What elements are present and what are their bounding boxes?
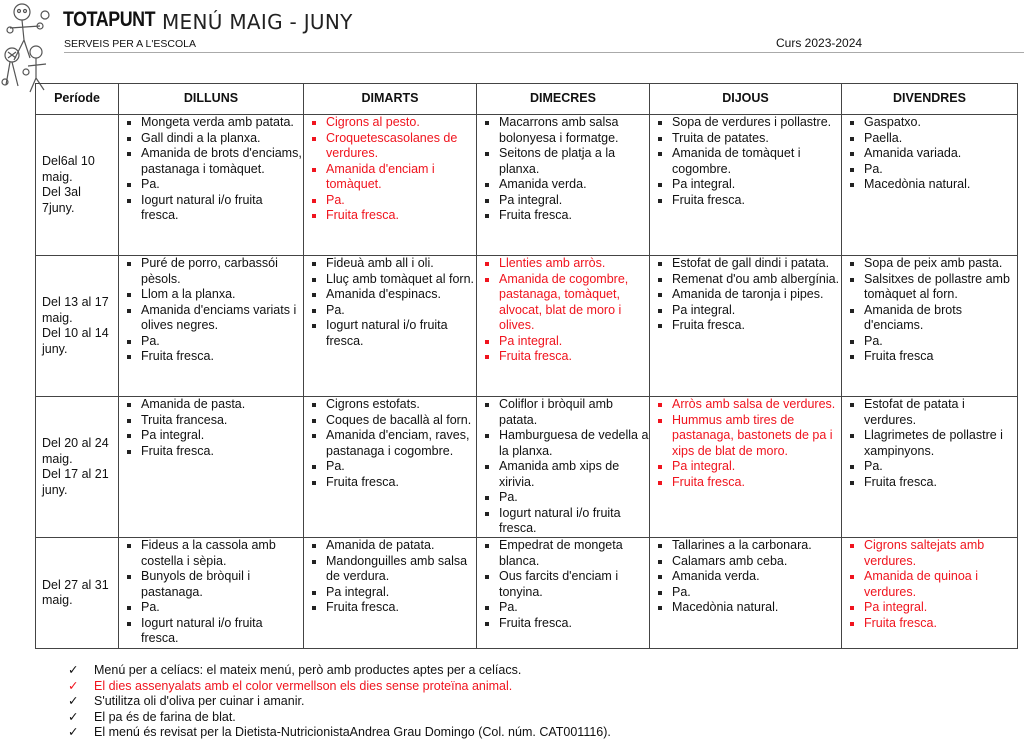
dish-item: Truita francesa. xyxy=(141,413,303,429)
dish-item: Amanida d'enciam i tomàquet. xyxy=(326,162,476,193)
school-year: Curs 2023-2024 xyxy=(776,36,863,50)
dish-item: Fruita fresca. xyxy=(672,318,841,334)
dish-item: Pa integral. xyxy=(864,600,1017,616)
dish-item: Pa. xyxy=(141,177,303,193)
dish-list xyxy=(477,115,649,224)
dish-list xyxy=(842,256,1017,365)
column-header-thursday: DIJOUS xyxy=(650,84,842,115)
dish-item: Llenties amb arròs. xyxy=(499,256,649,272)
dish-item: Seitons de platja a la planxa. xyxy=(499,146,649,177)
menu-cell-friday xyxy=(842,256,1018,397)
dish-list xyxy=(842,538,1017,631)
dish-item: Mongeta verda amb patata. xyxy=(141,115,303,131)
dish-item: Cigrons saltejats amb verdures. xyxy=(864,538,1017,569)
dish-item: Pa. xyxy=(141,334,303,350)
dish-item: Pa integral. xyxy=(499,193,649,209)
dish-item: Fruita fresca. xyxy=(499,349,649,365)
dish-item: Amanida de taronja i pipes. xyxy=(672,287,841,303)
subtitle: SERVEIS PER A L'ESCOLA xyxy=(64,38,196,50)
menu-cell-thursday xyxy=(650,538,842,649)
dish-item: Amanida verda. xyxy=(672,569,841,585)
dish-item: Lluç amb tomàquet al forn. xyxy=(326,271,474,286)
dish-item: Amanida de brots d'enciams. xyxy=(864,303,1017,334)
dish-item: Fideus a la cassola amb costella i sèpia. xyxy=(141,538,303,569)
dish-item: Amanida de tomàquet i cogombre. xyxy=(672,146,841,177)
dish-item: Amanida amb xips de xirivia. xyxy=(499,459,649,490)
dish-item: Hamburguesa de vedella a la planxa. xyxy=(499,428,649,458)
dish-item: Salsitxes de pollastre amb tomàquet al forn. xyxy=(864,272,1017,303)
menu-table xyxy=(35,83,1018,649)
dish-item: Iogurt natural i/o fruita fresca. xyxy=(499,506,649,537)
dish-list xyxy=(304,538,476,616)
note-text: S'utilitza oli d'oliva per cuinar i amanir. xyxy=(94,694,305,709)
dish-item: Fruita fresca. xyxy=(864,616,1017,632)
dish-list xyxy=(119,538,303,647)
dish-item: Fideuà amb all i oli. xyxy=(326,256,476,272)
note-item xyxy=(68,725,611,741)
column-header-friday: DIVENDRES xyxy=(842,84,1018,115)
table-header-row xyxy=(36,84,1018,115)
period-line: maig. xyxy=(42,310,73,325)
dish-item: Remenat d'ou amb albergínia. xyxy=(672,271,840,286)
note-text: El menú és revisat per la Dietista-NutricionistaAndrea Grau Domingo (Col. núm. CAT001116). xyxy=(94,725,611,740)
menu-cell-wednesday xyxy=(477,538,650,649)
dish-item: Amanida d'enciam, raves, pastanaga i cogombre. xyxy=(326,428,476,459)
note-item xyxy=(68,710,611,726)
dish-item: Fruita fresca. xyxy=(141,349,303,365)
menu-cell-tuesday xyxy=(304,397,477,538)
dish-list xyxy=(842,115,1017,193)
dish-item: Amanida variada. xyxy=(864,146,1017,162)
menu-cell-thursday xyxy=(650,115,842,256)
dish-item: Llom a la planxa. xyxy=(141,287,303,303)
dish-item: Pa integral. xyxy=(672,303,841,319)
dish-item: Macedònia natural. xyxy=(672,600,841,616)
dish-item: Cigrons al pesto. xyxy=(326,115,476,131)
dish-item: Amanida de cogombre, pastanaga, tomàquet, alvocat, blat de moro i olives. xyxy=(499,272,649,334)
dish-list xyxy=(304,115,476,224)
dish-item: Ous farcits d'enciam i tonyina. xyxy=(499,569,649,600)
menu-cell-wednesday xyxy=(477,256,650,397)
dish-item: Pa. xyxy=(326,459,476,475)
period-cell xyxy=(36,538,119,649)
dish-item: Pa. xyxy=(326,303,476,319)
table-row xyxy=(36,256,1018,397)
column-header-tuesday: DIMARTS xyxy=(304,84,477,115)
dish-list xyxy=(650,397,841,490)
dish-item: Fruita fresca. xyxy=(499,616,649,632)
menu-cell-wednesday xyxy=(477,115,650,256)
dish-item: Pa. xyxy=(141,600,303,616)
menu-cell-tuesday xyxy=(304,115,477,256)
dish-list xyxy=(304,256,476,349)
dish-item: Coques de bacallà al forn. xyxy=(326,413,476,429)
dish-item: Fruita fresca. xyxy=(672,193,841,209)
dish-item: Fruita fresca. xyxy=(864,475,1017,491)
dish-item: Truita de patates. xyxy=(672,131,841,147)
dish-list xyxy=(119,397,303,459)
dish-item: Hummus amb tires de pastanaga, bastonets de pa i xips de blat de moro. xyxy=(672,413,841,460)
dish-item: Amanida d'enciams variats i olives negres. xyxy=(141,303,303,334)
dish-list xyxy=(650,538,841,616)
menu-cell-thursday xyxy=(650,397,842,538)
dish-item: Calamars amb ceba. xyxy=(672,554,841,570)
period-line: Del 27 al 31 xyxy=(42,577,109,592)
brand-logo: TOTAPUNT xyxy=(63,8,156,31)
period-cell xyxy=(36,256,119,397)
period-line: Del 13 al 17 xyxy=(42,295,109,309)
note-text: El dies assenyalats amb el color vermellson els dies sense proteïna animal. xyxy=(94,678,513,693)
dish-item: Iogurt natural i/o fruita fresca. xyxy=(141,193,303,224)
dish-item: Llagrimetes de pollastre i xampinyons. xyxy=(864,428,1017,459)
note-item xyxy=(68,663,611,679)
check-icon: ✓ xyxy=(68,709,79,724)
dish-item: Pa. xyxy=(499,600,649,616)
period-line: Del 17 al 21 xyxy=(42,467,109,481)
period-line: juny. xyxy=(42,341,68,356)
period-line: Del 10 al 14 xyxy=(42,326,109,340)
dish-item: Gaspatxo. xyxy=(864,115,1017,131)
dish-item: Pa integral. xyxy=(672,459,841,475)
dish-list xyxy=(650,256,841,334)
menu-cell-tuesday xyxy=(304,538,477,649)
menu-cell-friday xyxy=(842,115,1018,256)
dish-list xyxy=(304,397,476,490)
dish-item: Fruita fresca. xyxy=(672,475,841,491)
table-row xyxy=(36,538,1018,649)
dish-item: Pa integral. xyxy=(326,585,476,601)
note-text: Menú per a celíacs: el mateix menú, però amb productes aptes per a celíacs. xyxy=(94,663,522,677)
dish-item: Pa integral. xyxy=(672,177,841,193)
check-icon: ✓ xyxy=(68,663,79,677)
period-line: juny. xyxy=(42,482,68,497)
dish-item: Amanida de quinoa i verdures. xyxy=(864,569,1017,600)
dish-item: Estofat de patata i verdures. xyxy=(864,397,1017,428)
menu-cell-friday xyxy=(842,397,1018,538)
period-line: maig. xyxy=(42,451,73,466)
dish-item: Fruita fresca. xyxy=(326,208,476,224)
dish-list xyxy=(477,397,649,537)
dish-item: Fruita fresca. xyxy=(499,208,649,224)
dish-item: Amanida de brots d'enciams, pastanaga i tomàquet. xyxy=(141,146,302,176)
column-header-wednesday: DIMECRES xyxy=(477,84,650,115)
dish-item: Coliflor i bròquil amb patata. xyxy=(499,397,649,428)
table-row xyxy=(36,115,1018,256)
menu-cell-wednesday xyxy=(477,397,650,538)
dish-item: Tallarines a la carbonara. xyxy=(672,538,841,554)
header-divider xyxy=(64,52,1024,53)
dish-list xyxy=(650,115,841,208)
dish-list xyxy=(477,256,649,365)
dish-item: Amanida de pasta. xyxy=(141,397,303,413)
period-line: Del6al 10 xyxy=(42,154,95,168)
dish-item: Sopa de verdures i pollastre. xyxy=(672,115,841,131)
column-header-monday: DILLUNS xyxy=(119,84,304,115)
dish-list xyxy=(842,397,1017,490)
dish-item: Fruita fresca. xyxy=(141,444,303,460)
dish-item: Pa integral. xyxy=(141,428,303,444)
period-line: maig. xyxy=(42,593,73,607)
dish-list xyxy=(119,115,303,224)
menu-cell-monday xyxy=(119,397,304,538)
period-line: maig. xyxy=(42,169,73,184)
menu-cell-thursday xyxy=(650,256,842,397)
menu-cell-monday xyxy=(119,256,304,397)
dish-item: Fruita fresca. xyxy=(326,600,476,616)
dish-item: Mandonguilles amb salsa de verdura. xyxy=(326,554,476,585)
note-text: El pa és de farina de blat. xyxy=(94,709,236,724)
dish-item: Pa. xyxy=(864,459,1017,475)
dish-item: Estofat de gall dindi i patata. xyxy=(672,256,841,272)
dish-item: Sopa de peix amb pasta. xyxy=(864,256,1017,272)
dish-item: Empedrat de mongeta blanca. xyxy=(499,538,649,569)
note-item xyxy=(68,679,611,695)
dish-item: Pa. xyxy=(326,193,476,209)
period-line: 7juny. xyxy=(42,200,75,215)
dish-item: Croquetescasolanes de verdures. xyxy=(326,131,476,162)
menu-cell-tuesday xyxy=(304,256,477,397)
period-line: Del 3al xyxy=(42,185,81,199)
dish-item: Amanida de patata. xyxy=(326,538,476,554)
dish-item: Gall dindi a la planxa. xyxy=(141,131,303,147)
dish-item: Macarrons amb salsa bolonyesa i formatge. xyxy=(499,115,649,146)
period-cell xyxy=(36,115,119,256)
dish-list xyxy=(477,538,649,631)
period-line: Del 20 al 24 xyxy=(42,436,109,450)
children-drawing-logo xyxy=(0,0,56,95)
dish-item: Arròs amb salsa de verdures. xyxy=(672,397,841,413)
dish-item: Iogurt natural i/o fruita fresca. xyxy=(326,318,476,349)
dish-item: Pa integral. xyxy=(499,334,649,350)
dish-item: Fruita fresca xyxy=(864,349,1017,365)
check-icon: ✓ xyxy=(68,694,79,709)
dish-item: Fruita fresca. xyxy=(326,475,476,491)
dish-item: Paella. xyxy=(864,131,1017,147)
column-header-period: Període xyxy=(36,84,119,115)
dish-item: Macedònia natural. xyxy=(864,177,1017,193)
dish-item: Pa. xyxy=(864,162,1017,178)
page-title: MENÚ MAIG - JUNY xyxy=(162,10,353,34)
dish-item: Amanida verda. xyxy=(499,177,649,193)
dish-item: Pa. xyxy=(864,334,1017,350)
dish-item: Cigrons estofats. xyxy=(326,397,476,413)
period-cell xyxy=(36,397,119,538)
menu-cell-monday xyxy=(119,115,304,256)
note-item xyxy=(68,694,611,710)
table-row xyxy=(36,397,1018,538)
dish-item: Iogurt natural i/o fruita fresca. xyxy=(141,616,303,647)
dish-item: Puré de porro, carbassói pèsols. xyxy=(141,256,303,287)
check-icon: ✓ xyxy=(68,678,79,693)
check-icon: ✓ xyxy=(68,725,79,740)
dish-item: Pa. xyxy=(499,490,649,506)
menu-cell-friday xyxy=(842,538,1018,649)
dish-item: Bunyols de bròquil i pastanaga. xyxy=(141,569,303,600)
notes-list xyxy=(68,663,611,741)
dish-item: Pa. xyxy=(672,585,841,601)
menu-cell-monday xyxy=(119,538,304,649)
dish-list xyxy=(119,256,303,365)
dish-item: Amanida d'espinacs. xyxy=(326,287,476,303)
